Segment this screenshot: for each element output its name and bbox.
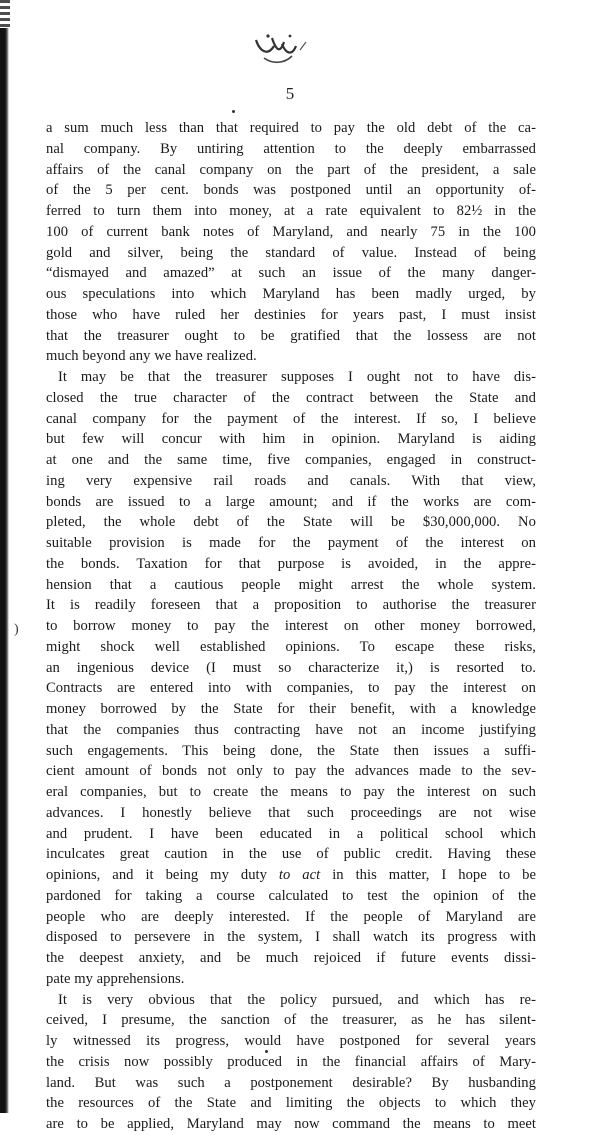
text-line: 100 of current bank notes of Maryland, and nearly 75 in the 100 [46,223,536,240]
text-line: such engagements. This being done, the State then issues a suffi- [46,742,536,759]
text-line: opinions, and it being my duty to act in this matter, I hope to be [46,867,536,883]
text-line: ferred to turn them into money, at a rate equivalent to 82½ in the [46,203,536,219]
text-line: the resources of the State and limiting the objects to which they [46,1095,536,1112]
text-line: ly witnessed its progress, would have postponed for several years [46,1033,536,1049]
text-line: people who are deeply interested. If the people of Maryland are [46,908,536,925]
text-line: are to be applied, Maryland may now command the means to meet [46,1116,536,1132]
text-line: “dismayed and amazed” at such an issue of the many danger- [46,265,536,282]
text-line: at one and the same time, five companies, engaged in construct- [46,452,536,468]
text-line: but few will concur with him in opinion. Maryland is aiding [46,431,536,448]
text-line: ous speculations into which Maryland has been madly urged, by [46,286,536,302]
text-line: a sum much less than that required to pay the old debt of the ca- [46,120,536,136]
text-line: pleted, the whole debt of the State will be $30,000,000. No [46,514,536,531]
text-line: closed the true character of the contract between the State and [46,389,536,406]
text-line: eral companies, but to create the means to pay the interest on such [46,784,536,800]
text-line: gold and silver, being the standard of value. Instead of being [46,244,536,261]
margin-mark: ) [14,622,19,637]
body-text [46,118,536,1135]
text-line: the bonds. Taxation for that purpose is avoided, in the appre- [46,555,536,572]
text-line: ceived, I presume, the sanction of the treasurer, as he has silent- [46,1012,536,1029]
text-line: that the companies thus contracting have not an income justifying [46,721,536,738]
text-line: cient amount of bonds not only to pay the advances made to the sev- [46,763,536,780]
text-line: pate my apprehensions. [46,970,185,987]
text-line: and prudent. I have been educated in a political school which [46,825,536,842]
text-line: It is readily foreseen that a proposition to authorise the treasurer [46,597,536,614]
text-line: that the treasurer ought to be gratified that the lossess are not [46,327,536,344]
ink-speck [232,110,235,113]
text-line: It may be that the treasurer supposes I ought not to have dis- [58,369,536,385]
text-line: money borrowed by the State for their benefit, with a knowledge [46,701,536,717]
text-line: to borrow money to pay the interest on other money borrowed, [46,618,536,634]
page-number: 5 [285,84,295,103]
printer-ornament-icon [250,30,310,70]
text-line: of the 5 per cent. bonds was postponed until an opportunity of- [46,182,536,199]
text-line: hension that a cautious people might arrest the whole system. [46,576,536,593]
binding-stitch-marks [0,0,10,30]
text-line: the crisis now possibly produced in the financial affairs of Mary- [46,1053,536,1070]
text-line: land. But was such a postponement desirable? By husbanding [46,1074,536,1091]
text-line: affairs of the canal company on the part of the president, a sale [46,161,536,178]
text-line: advances. I honestly believe that such proceedings are not wise [46,804,536,821]
text-line: It is very obvious that the policy pursued, and which has re- [58,991,536,1008]
text-line: might shock well established opinions. To escape these risks, [46,638,536,655]
emphasis: to act [278,867,321,883]
text-line: disposed to persevere in the system, I shall watch its progress with [46,929,536,946]
text-line: Contracts are entered into with companies, to pay the interest on [46,680,536,697]
text-line: pardoned for taking a course calculated to test the opinion of the [46,887,536,904]
page-binding-edge [0,28,9,1113]
text-line: canal company for the payment of the interest. If so, I believe [46,410,536,427]
text-line: nal company. By untiring attention to the deeply embarrassed [46,140,536,157]
text-line: suitable provision is made for the payment of the interest on [46,535,536,551]
text-line: the deepest anxiety, and be much rejoiced if future events dissi- [46,950,536,966]
text-line: much beyond any we have realized. [46,348,257,365]
text-line: those who have ruled her destinies for years past, I must insist [46,306,536,323]
text-line: an ingenious device (I must so characterize it,) is resorted to. [46,659,536,676]
text-line: ing very expensive rail roads and canals. With that view, [46,472,536,489]
text-line: inculcates great caution in the use of public credit. Having these [46,846,536,863]
text-line: bonds are issued to a large amount; and if the works are com- [46,493,536,510]
